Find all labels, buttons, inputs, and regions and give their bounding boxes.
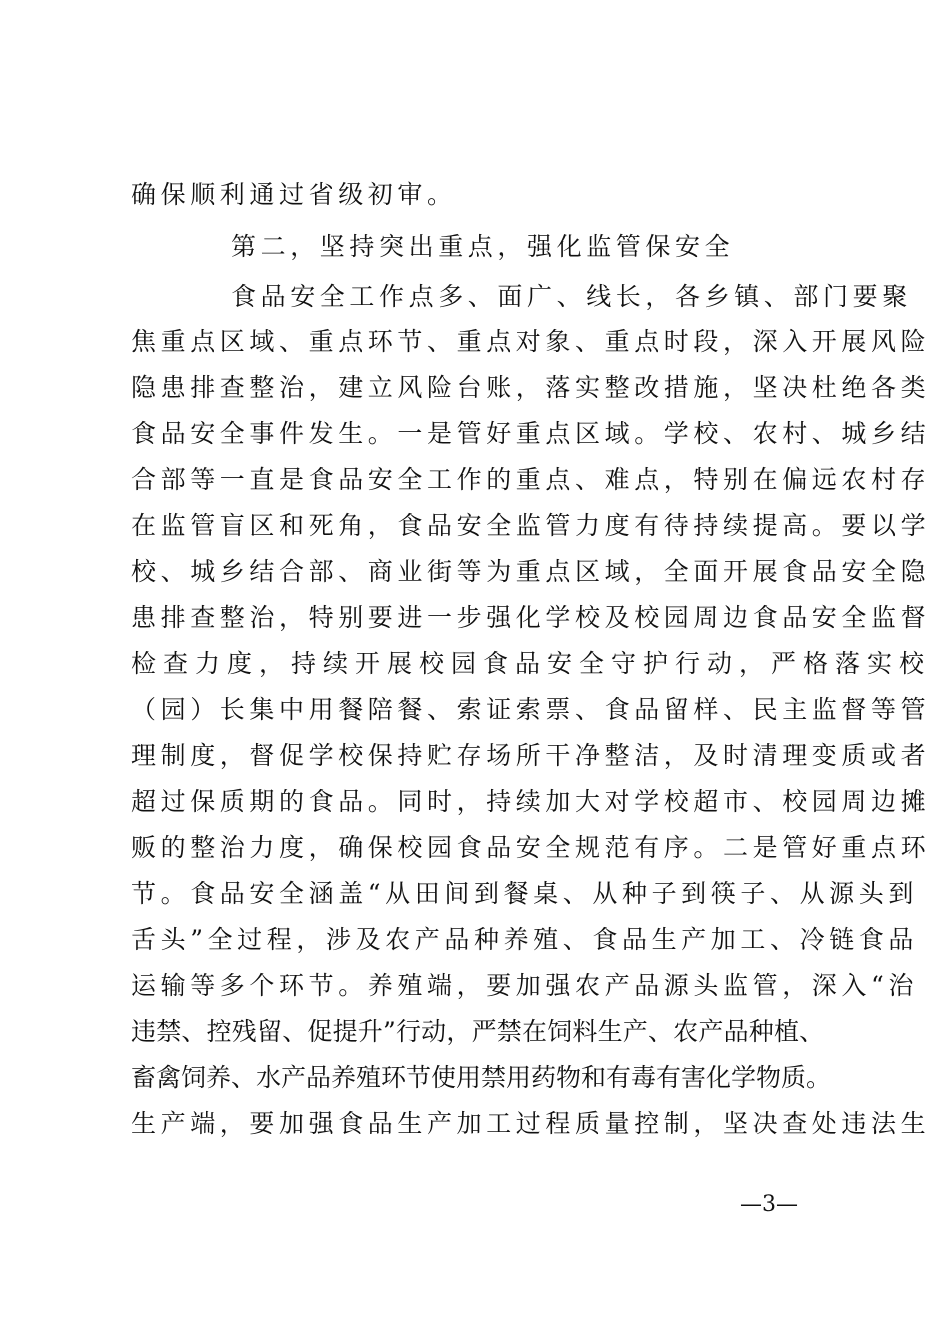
paragraph-first-line: 食品安全工作点多、面广、线长，各乡镇、部门要聚 xyxy=(231,282,912,311)
text-line-20: 畜禽饲养、水产品养殖环节使用禁用药物和有毒有害化学物质。 xyxy=(131,1063,832,1092)
page-number: —3— xyxy=(740,1192,798,1217)
text-line-4: 焦重点区域、重点环节、重点对象、重点时段，深入开展风险 xyxy=(131,327,931,356)
text-line-10: 患排查整治，特别要进一步强化学校及校园周边食品安全监督 xyxy=(131,603,931,632)
text-line-12: （园）长集中用餐陪餐、索证索票、食品留样、民主监督等管 xyxy=(131,695,931,724)
text-line-21: 生产端，要加强食品生产加工过程质量控制，坚决查处违法生 xyxy=(131,1109,931,1138)
text-line-5: 隐患排查整治，建立风险台账，落实整改措施，坚决杜绝各类 xyxy=(131,373,931,402)
text-line-8: 在监管盲区和死角，食品安全监管力度有待持续提高。要以学 xyxy=(131,511,931,540)
text-line-14: 超过保质期的食品。同时，持续加大对学校超市、校园周边摊 xyxy=(131,787,931,816)
text-line-7: 合部等一直是食品安全工作的重点、难点，特别在偏远农村存 xyxy=(131,465,931,494)
text-line-17: 舌头”全过程，涉及农产品种养殖、食品生产加工、冷链食品 xyxy=(131,925,918,954)
text-line-6: 食品安全事件发生。一是管好重点区域。学校、农村、城乡结 xyxy=(131,419,931,448)
text-line-13: 理制度，督促学校保持贮存场所干净整洁，及时清理变质或者 xyxy=(131,741,931,770)
text-line-18: 运输等多个环节。养殖端，要加强农产品源头监管，深入“治 xyxy=(131,971,918,1000)
section-heading: 第二，坚持突出重点，强化监管保安全 xyxy=(231,232,735,261)
text-line-16: 节。食品安全涵盖“从田间到餐桌、从种子到筷子、从源头到 xyxy=(131,879,918,908)
text-line-9: 校、城乡结合部、商业街等为重点区域，全面开展食品安全隐 xyxy=(131,557,931,586)
text-line-19: 违禁、控残留、促提升”行动，严禁在饲料生产、农产品种植、 xyxy=(131,1017,825,1046)
text-line-11: 检查力度，持续开展校园食品安全守护行动，严格落实校 xyxy=(131,649,932,678)
text-line-15: 贩的整治力度，确保校园食品安全规范有序。二是管好重点环 xyxy=(131,833,931,862)
text-line-1: 确保顺利通过省级初审。 xyxy=(131,180,457,209)
